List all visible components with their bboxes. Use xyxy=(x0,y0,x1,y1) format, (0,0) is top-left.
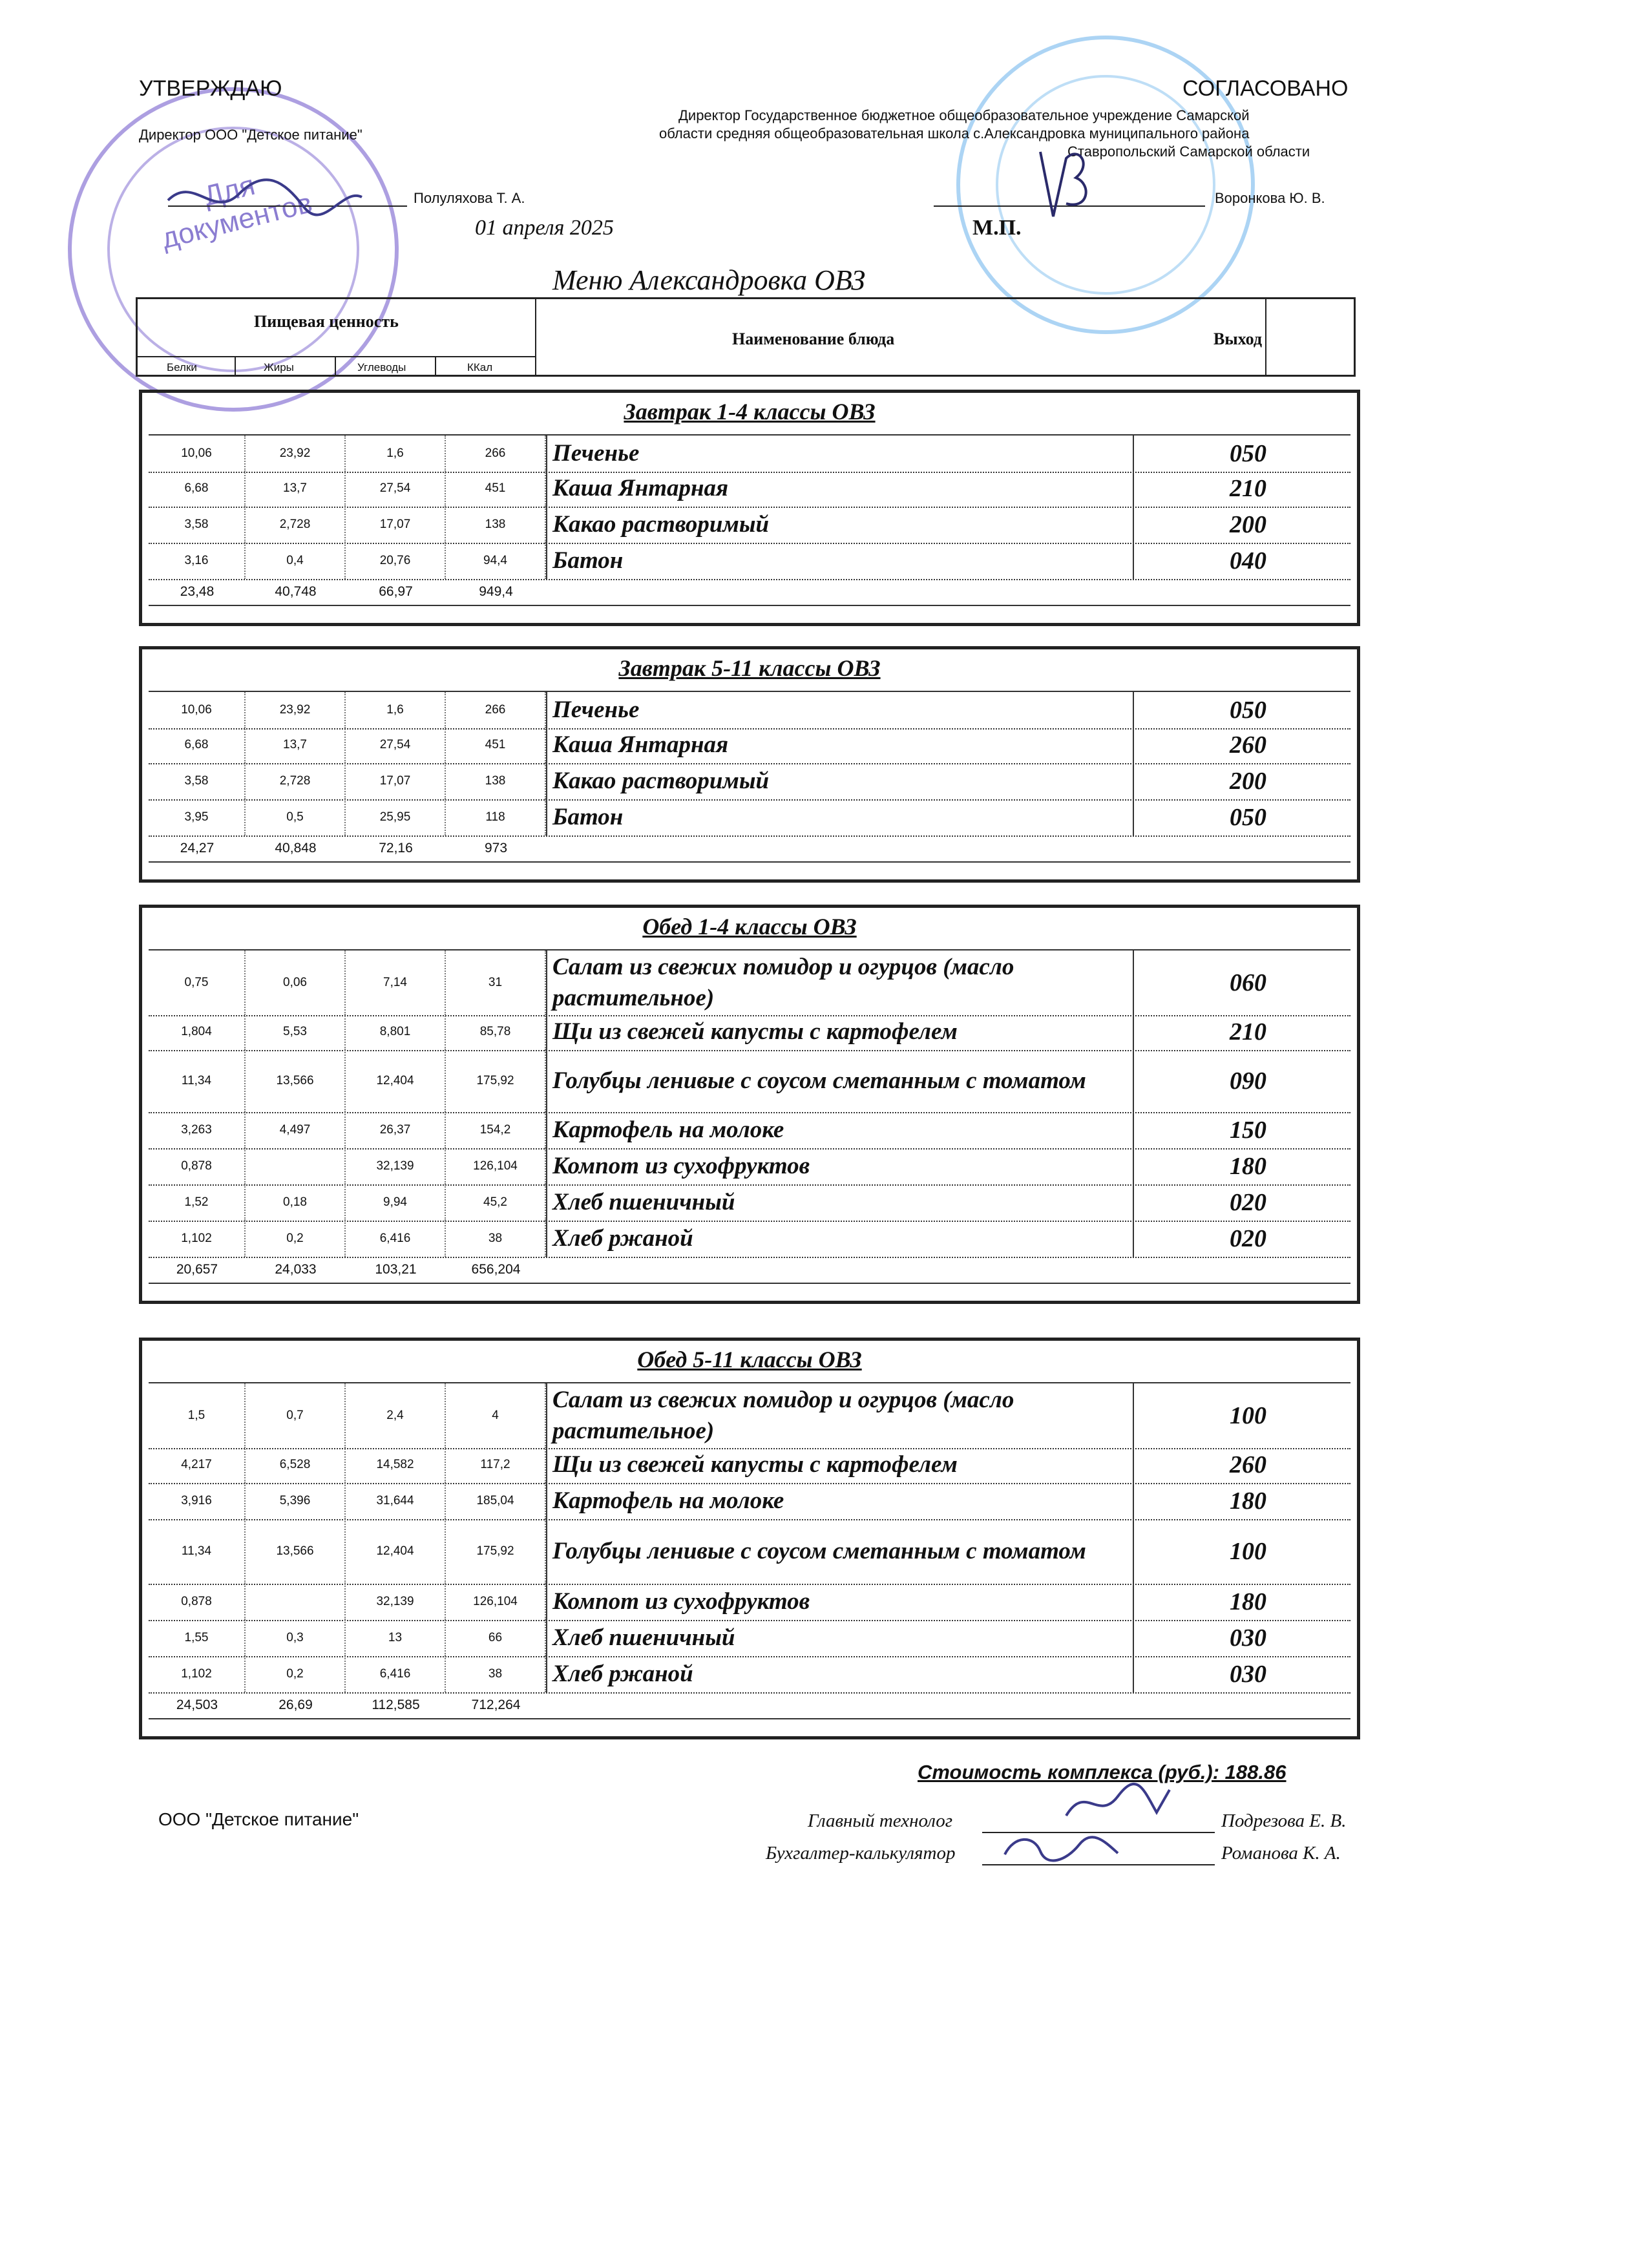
total-cell: 72,16 xyxy=(379,841,413,856)
total-cell: 24,033 xyxy=(275,1262,317,1277)
dish-row xyxy=(149,1050,1350,1113)
section-total-row xyxy=(149,1692,1350,1719)
agree-position-line1: Директор Государственное бюджетное общеобразовательное учреждение Самарской xyxy=(678,107,1250,123)
dish-output: 150 xyxy=(1230,1117,1266,1144)
dish-output: 050 xyxy=(1230,804,1266,831)
output-header: Выход xyxy=(1213,330,1263,348)
agree-signature xyxy=(1027,139,1098,229)
stamp-text: Для документов xyxy=(158,169,316,255)
nutrition-cell: 4 xyxy=(446,1383,546,1448)
nutrition-cell: 1,6 xyxy=(346,436,446,472)
menu-section xyxy=(139,1338,1360,1739)
total-cell: 26,69 xyxy=(278,1697,313,1712)
tech-label: Главный технолог xyxy=(808,1811,953,1831)
section-title: Завтрак 5-11 классы ОВЗ xyxy=(618,655,881,681)
dish-name: Печенье xyxy=(546,692,1134,728)
nutrition-cell: 0,3 xyxy=(246,1620,346,1656)
dish-name: Каша Янтарная xyxy=(546,727,1134,763)
total-cell: 40,848 xyxy=(275,841,317,856)
dish-name: Голубцы ленивые с соусом сметанным с томатом xyxy=(546,1050,1134,1112)
total-cell: 24,503 xyxy=(176,1697,218,1712)
nutrition-cell: 13,7 xyxy=(246,470,346,507)
dish-row xyxy=(149,1620,1350,1657)
nutrition-cell: 4,217 xyxy=(149,1447,246,1483)
nutrition-cell: 451 xyxy=(446,470,546,507)
dish-name: Печенье xyxy=(546,436,1134,472)
dish-name: Какао растворимый xyxy=(546,507,1134,543)
nutrition-cell: 0,4 xyxy=(246,543,346,579)
nutrition-cell: 5,396 xyxy=(246,1483,346,1519)
total-cell: 66,97 xyxy=(379,584,413,599)
approve-name: Полуляхова Т. А. xyxy=(414,190,525,206)
nutrition-header: Пищевая ценность xyxy=(254,312,399,331)
dish-row xyxy=(149,1519,1350,1585)
dish-name: Хлеб пшеничный xyxy=(546,1184,1134,1221)
nutrition-cell: 1,6 xyxy=(346,692,446,728)
dish-row xyxy=(149,691,1350,730)
agree-title: СОГЛАСОВАНО xyxy=(1182,76,1349,101)
nutrition-cell: 0,878 xyxy=(149,1584,246,1620)
nutrition-cell: 126,104 xyxy=(446,1148,546,1184)
dish-output: 180 xyxy=(1230,1588,1266,1615)
total-cell: 20,657 xyxy=(176,1262,218,1277)
nutrition-cell: 14,582 xyxy=(346,1447,446,1483)
nutrition-cell: 27,54 xyxy=(346,470,446,507)
nutrition-cell: 2,4 xyxy=(346,1383,446,1448)
section-title: Обед 1-4 классы ОВЗ xyxy=(642,914,857,940)
section-title: Обед 5-11 классы ОВЗ xyxy=(637,1347,862,1372)
nutrition-cell: 10,06 xyxy=(149,692,246,728)
dish-output: 100 xyxy=(1230,1538,1266,1565)
approve-signature xyxy=(155,162,368,226)
dish-row xyxy=(149,1584,1350,1621)
nutrition-cell: 0,75 xyxy=(149,950,246,1015)
section-title: Завтрак 1-4 классы ОВЗ xyxy=(624,399,876,425)
nutrition-cell xyxy=(246,1584,346,1620)
dish-row xyxy=(149,727,1350,764)
nutrition-cell: 17,07 xyxy=(346,507,446,543)
menu-section xyxy=(139,646,1360,883)
section-total-row xyxy=(149,1257,1350,1284)
total-cell: 24,27 xyxy=(180,841,215,856)
dish-header: Наименование блюда xyxy=(732,330,895,348)
nutrition-cell: 6,68 xyxy=(149,470,246,507)
nutrition-cell: 3,916 xyxy=(149,1483,246,1519)
dish-row xyxy=(149,1221,1350,1258)
approve-position: Директор ООО "Детское питание" xyxy=(139,127,362,143)
nutrition-cell: 3,263 xyxy=(149,1112,246,1148)
nutrition-cell: 138 xyxy=(446,763,546,799)
nutrition-cell: 3,58 xyxy=(149,763,246,799)
nutrition-cell: 5,53 xyxy=(246,1014,346,1050)
menu-section xyxy=(139,905,1360,1304)
dish-row xyxy=(149,1148,1350,1186)
nutrition-cell: 1,52 xyxy=(149,1184,246,1221)
dish-name: Щи из свежей капусты с картофелем xyxy=(546,1447,1134,1483)
dish-output: 040 xyxy=(1230,547,1266,574)
dish-name: Салат из свежих помидор и огурцов (масло растительное) xyxy=(546,950,1134,1015)
dish-name: Компот из сухофруктов xyxy=(546,1584,1134,1620)
dish-row xyxy=(149,1184,1350,1222)
dish-output: 060 xyxy=(1230,969,1266,996)
nutrition-cell xyxy=(246,1148,346,1184)
dish-name: Батон xyxy=(546,543,1134,579)
nutrition-cell: 38 xyxy=(446,1221,546,1257)
agree-position-line2: области средняя общеобразовательная школа с.Александровка муниципального района xyxy=(659,125,1250,142)
nutrition-cell: 3,58 xyxy=(149,507,246,543)
dish-name: Хлеб ржаной xyxy=(546,1221,1134,1257)
dish-output: 200 xyxy=(1230,768,1266,795)
section-total-row xyxy=(149,835,1350,863)
col-kcal: ККал xyxy=(467,361,493,373)
total-cell: 949,4 xyxy=(479,584,513,599)
nutrition-cell: 25,95 xyxy=(346,799,446,835)
nutrition-cell: 1,102 xyxy=(149,1221,246,1257)
nutrition-cell: 13 xyxy=(346,1620,446,1656)
nutrition-cell: 8,801 xyxy=(346,1014,446,1050)
nutrition-cell: 13,566 xyxy=(246,1050,346,1112)
dish-name: Салат из свежих помидор и огурцов (масло растительное) xyxy=(546,1383,1134,1448)
dish-row xyxy=(149,1656,1350,1694)
approve-date: 01 апреля 2025 xyxy=(475,216,614,240)
total-cell: 656,204 xyxy=(471,1262,521,1277)
dish-row xyxy=(149,1382,1350,1449)
dish-output: 050 xyxy=(1230,697,1266,724)
menu-section xyxy=(139,390,1360,626)
nutrition-cell: 451 xyxy=(446,727,546,763)
agree-position-line3: Ставропольский Самарской области xyxy=(1067,143,1310,160)
nutrition-cell: 27,54 xyxy=(346,727,446,763)
nutrition-cell: 23,92 xyxy=(246,692,346,728)
nutrition-cell: 0,18 xyxy=(246,1184,346,1221)
nutrition-cell: 0,06 xyxy=(246,950,346,1015)
nutrition-cell: 12,404 xyxy=(346,1519,446,1584)
dish-name: Какао растворимый xyxy=(546,763,1134,799)
dish-name: Щи из свежей капусты с картофелем xyxy=(546,1014,1134,1050)
nutrition-cell: 266 xyxy=(446,436,546,472)
dish-output: 260 xyxy=(1230,731,1266,759)
nutrition-cell: 0,7 xyxy=(246,1383,346,1448)
dish-row xyxy=(149,1014,1350,1051)
total-cell: 23,48 xyxy=(180,584,215,599)
nutrition-cell: 13,7 xyxy=(246,727,346,763)
dish-output: 180 xyxy=(1230,1487,1266,1515)
tech-name: Подрезова Е. В. xyxy=(1221,1811,1347,1831)
nutrition-cell: 6,416 xyxy=(346,1221,446,1257)
header-table xyxy=(136,297,1356,377)
dish-output: 180 xyxy=(1230,1153,1266,1180)
col-carbs: Углеводы xyxy=(357,361,406,373)
dish-name: Картофель на молоке xyxy=(546,1112,1134,1148)
footer-org: ООО "Детское питание" xyxy=(158,1809,359,1829)
dish-name: Хлеб ржаной xyxy=(546,1656,1134,1692)
dish-row xyxy=(149,799,1350,837)
approve-title: УТВЕРЖДАЮ xyxy=(139,76,282,101)
nutrition-cell: 2,728 xyxy=(246,763,346,799)
accountant-label: Бухгалтер-калькулятор xyxy=(766,1843,956,1864)
menu-title: Меню Александровка ОВЗ xyxy=(552,264,865,296)
col-fat: Жиры xyxy=(264,361,294,373)
nutrition-cell: 175,92 xyxy=(446,1519,546,1584)
nutrition-cell: 185,04 xyxy=(446,1483,546,1519)
dish-row xyxy=(149,543,1350,580)
dish-row xyxy=(149,470,1350,508)
dish-output: 090 xyxy=(1230,1067,1266,1095)
dish-output: 020 xyxy=(1230,1225,1266,1252)
dish-name: Хлеб пшеничный xyxy=(546,1620,1134,1656)
dish-output: 030 xyxy=(1230,1624,1266,1652)
nutrition-cell: 118 xyxy=(446,799,546,835)
nutrition-cell: 6,528 xyxy=(246,1447,346,1483)
dish-output: 210 xyxy=(1230,475,1266,502)
nutrition-cell: 45,2 xyxy=(446,1184,546,1221)
dish-row xyxy=(149,763,1350,801)
dish-output: 030 xyxy=(1230,1661,1266,1688)
nutrition-cell: 38 xyxy=(446,1656,546,1692)
nutrition-cell: 6,68 xyxy=(149,727,246,763)
dish-row xyxy=(149,1112,1350,1150)
dish-name: Голубцы ленивые с соусом сметанным с томатом xyxy=(546,1519,1134,1584)
total-cell: 40,748 xyxy=(275,584,317,599)
dish-row xyxy=(149,949,1350,1016)
nutrition-cell: 126,104 xyxy=(446,1584,546,1620)
nutrition-cell: 154,2 xyxy=(446,1112,546,1148)
nutrition-cell: 13,566 xyxy=(246,1519,346,1584)
total-cell: 112,585 xyxy=(372,1697,420,1712)
nutrition-cell: 266 xyxy=(446,692,546,728)
nutrition-cell: 26,37 xyxy=(346,1112,446,1148)
dish-output: 260 xyxy=(1230,1451,1266,1478)
section-total-row xyxy=(149,579,1350,606)
nutrition-cell: 138 xyxy=(446,507,546,543)
nutrition-cell: 17,07 xyxy=(346,763,446,799)
nutrition-cell: 31 xyxy=(446,950,546,1015)
accountant-name: Романова К. А. xyxy=(1221,1843,1341,1864)
dish-name: Каша Янтарная xyxy=(546,470,1134,507)
nutrition-cell: 66 xyxy=(446,1620,546,1656)
nutrition-cell: 0,5 xyxy=(246,799,346,835)
nutrition-cell: 1,55 xyxy=(149,1620,246,1656)
dish-name: Батон xyxy=(546,799,1134,835)
dish-output: 050 xyxy=(1230,440,1266,467)
total-cell: 712,264 xyxy=(471,1697,521,1712)
dish-output: 210 xyxy=(1230,1018,1266,1045)
nutrition-cell: 3,95 xyxy=(149,799,246,835)
dish-row xyxy=(149,434,1350,473)
nutrition-cell: 0,878 xyxy=(149,1148,246,1184)
nutrition-cell: 32,139 xyxy=(346,1584,446,1620)
nutrition-cell: 1,5 xyxy=(149,1383,246,1448)
dish-row xyxy=(149,1483,1350,1520)
accountant-signature xyxy=(995,1822,1124,1874)
complex-cost: Стоимость комплекса (руб.): 188.86 xyxy=(918,1761,1287,1783)
dish-output: 200 xyxy=(1230,511,1266,538)
dish-output: 100 xyxy=(1230,1402,1266,1429)
col-protein: Белки xyxy=(167,361,197,373)
nutrition-cell: 12,404 xyxy=(346,1050,446,1112)
nutrition-cell: 6,416 xyxy=(346,1656,446,1692)
total-cell: 103,21 xyxy=(375,1262,417,1277)
agree-name: Воронкова Ю. В. xyxy=(1215,190,1325,206)
seal-place-label: М.П. xyxy=(972,216,1022,240)
nutrition-cell: 0,2 xyxy=(246,1221,346,1257)
nutrition-cell: 175,92 xyxy=(446,1050,546,1112)
nutrition-cell: 2,728 xyxy=(246,507,346,543)
nutrition-cell: 1,102 xyxy=(149,1656,246,1692)
dish-name: Картофель на молоке xyxy=(546,1483,1134,1519)
nutrition-cell: 9,94 xyxy=(346,1184,446,1221)
nutrition-cell: 31,644 xyxy=(346,1483,446,1519)
nutrition-cell: 11,34 xyxy=(149,1050,246,1112)
nutrition-cell: 85,78 xyxy=(446,1014,546,1050)
nutrition-cell: 0,2 xyxy=(246,1656,346,1692)
total-cell: 973 xyxy=(484,841,508,856)
nutrition-cell: 32,139 xyxy=(346,1148,446,1184)
nutrition-cell: 3,16 xyxy=(149,543,246,579)
nutrition-cell: 4,497 xyxy=(246,1112,346,1148)
nutrition-cell: 10,06 xyxy=(149,436,246,472)
dish-row xyxy=(149,507,1350,544)
dish-row xyxy=(149,1447,1350,1484)
nutrition-cell: 7,14 xyxy=(346,950,446,1015)
dish-name: Компот из сухофруктов xyxy=(546,1148,1134,1184)
dish-output: 020 xyxy=(1230,1189,1266,1216)
nutrition-cell: 117,2 xyxy=(446,1447,546,1483)
nutrition-cell: 23,92 xyxy=(246,436,346,472)
nutrition-cell: 94,4 xyxy=(446,543,546,579)
nutrition-cell: 11,34 xyxy=(149,1519,246,1584)
nutrition-cell: 20,76 xyxy=(346,543,446,579)
nutrition-cell: 1,804 xyxy=(149,1014,246,1050)
